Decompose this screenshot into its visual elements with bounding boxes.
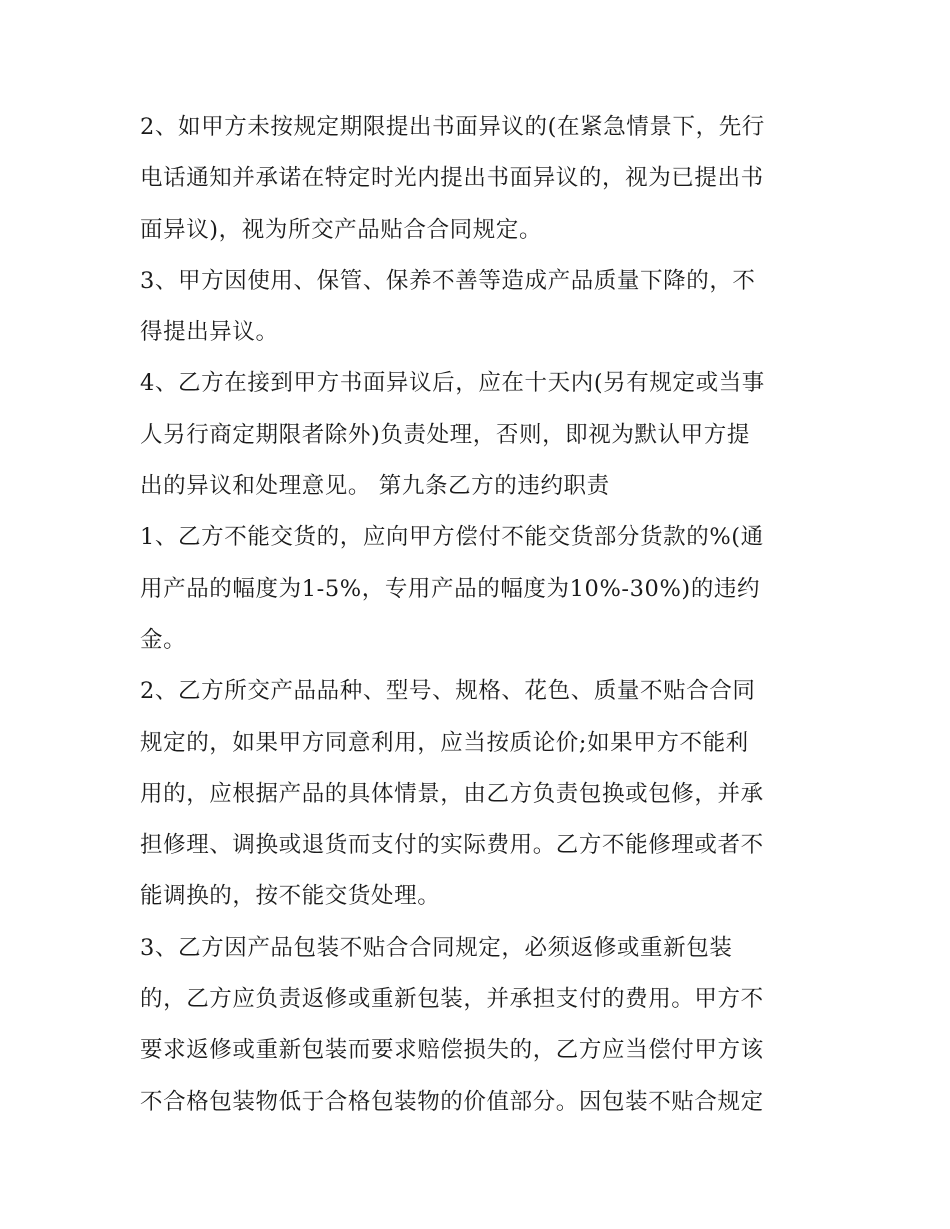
paragraph-line: 电话通知并承诺在特定时光内提出书面异议的，视为已提出书	[140, 165, 764, 192]
paragraph-line: 能调换的，按不能交货处理。	[140, 883, 441, 910]
document-page	[140, 102, 820, 1128]
paragraph-6	[140, 923, 820, 1128]
paragraph-line: 2、如甲方未按规定期限提出书面异议的(在紧急情景下，先行	[140, 114, 765, 140]
paragraph-line: 用产品的幅度为1-5%，专用产品的幅度为10%-30%)的违约	[140, 575, 761, 602]
paragraph-line: 用的，应根据产品的具体情景，由乙方负责包换或包修，并承	[140, 780, 764, 807]
paragraph-5	[140, 666, 820, 922]
paragraph-1	[140, 102, 820, 256]
paragraph-line: 1、乙方不能交货的，应向甲方偿付不能交货部分货款的%(通	[140, 524, 764, 551]
paragraph-line: 2、乙方所交产品品种、型号、规格、花色、质量不贴合合同	[140, 678, 756, 705]
paragraph-line: 规定的，如果甲方同意利用，应当按质论价;如果甲方不能利	[140, 729, 749, 756]
paragraph-line: 4、乙方在接到甲方书面异议后，应在十天内(另有规定或当事	[140, 370, 765, 397]
paragraph-line: 人另行商定期限者除外)负责处理，否则，即视为默认甲方提	[140, 421, 750, 448]
paragraph-line: 3、乙方因产品包装不贴合合同规定，必须返修或重新包装	[140, 934, 733, 961]
paragraph-line: 要求返修或重新包装而要求赔偿损失的，乙方应当偿付甲方该	[140, 1037, 764, 1064]
paragraph-line: 担修理、调换或退货而支付的实际费用。乙方不能修理或者不	[140, 832, 764, 859]
paragraph-line: 不合格包装物低于合格包装物的价值部分。因包装不贴合规定	[140, 1088, 764, 1115]
paragraph-2	[140, 256, 820, 359]
paragraph-line: 得提出异议。	[140, 319, 279, 346]
paragraph-line: 金。	[140, 626, 187, 653]
paragraph-line: 面异议)，视为所交产品贴合合同规定。	[140, 216, 543, 243]
paragraph-line: 的，乙方应负责返修或重新包装，并承担支付的费用。甲方不	[140, 986, 764, 1013]
paragraph-3	[140, 358, 820, 512]
paragraph-4	[140, 512, 820, 666]
paragraph-line: 出的异议和处理意见。 第九条乙方的违约职责	[140, 473, 610, 500]
paragraph-line: 3、甲方因使用、保管、保养不善等造成产品质量下降的，不	[140, 267, 756, 294]
